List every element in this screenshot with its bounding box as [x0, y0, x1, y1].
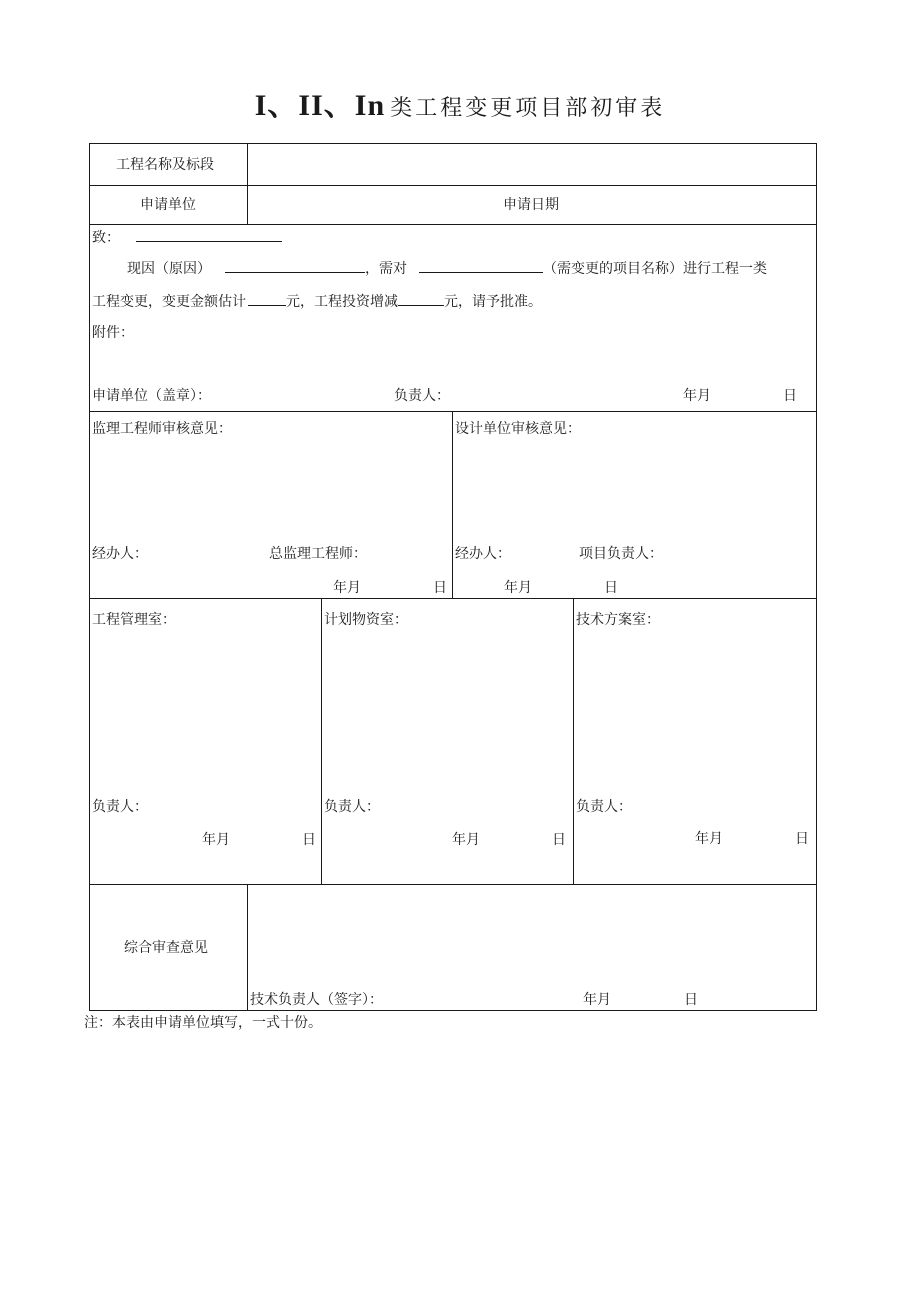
summary-review-label: 综合审查意见 [124, 940, 208, 956]
summary-day: 日 [684, 992, 698, 1008]
reason-blank[interactable] [225, 260, 365, 273]
investment-blank[interactable] [398, 293, 444, 306]
addressee-blank[interactable] [136, 229, 282, 242]
project-name-field[interactable] [255, 157, 805, 175]
design-year-month: 年月 [504, 580, 532, 596]
dept-planning-year-month: 年月 [452, 832, 480, 848]
divider-dept-col2 [573, 598, 574, 885]
addressee-label: 致： [92, 230, 120, 246]
dept-planning-title: 计划物资室： [324, 612, 408, 628]
dept-engineering-person: 负责人： [92, 799, 148, 815]
apply-date-label: 申请日期 [503, 197, 559, 213]
change-item-prefix: ，需对 [365, 261, 407, 277]
request-day: 日 [783, 388, 797, 404]
chief-supervisor-label: 总监理工程师： [269, 546, 367, 562]
dept-planning-person: 负责人： [324, 799, 380, 815]
dept-technical-day: 日 [795, 831, 809, 847]
design-handler-label: 经办人： [455, 546, 511, 562]
request-person-label: 负责人： [394, 388, 450, 404]
supervisor-day: 日 [433, 580, 447, 596]
page-title [0, 80, 920, 124]
border-left [89, 143, 90, 1011]
dept-technical-person: 负责人： [576, 799, 632, 815]
change-item-blank[interactable] [419, 260, 543, 273]
request-year-month: 年月 [683, 388, 711, 404]
border-bottom [89, 1010, 817, 1011]
footnote: 注：本表由申请单位填写，一式十份。 [84, 1015, 322, 1031]
dept-technical-year-month: 年月 [695, 831, 723, 847]
change-item-suffix: （需变更的项目名称）进行工程一类 [543, 261, 767, 277]
divider-label-col-top [247, 143, 248, 225]
approval-text: 元，请予批准。 [444, 294, 542, 310]
supervisor-year-month: 年月 [333, 580, 361, 596]
title-roman-numerals: I、II、In [254, 89, 386, 122]
applicant-seal-label: 申请单位（盖章）： [92, 388, 211, 404]
project-name-label: 工程名称及标段 [116, 157, 214, 173]
title-text: 类工程变更项目部初审表 [390, 96, 666, 121]
divider-summary-col [247, 884, 248, 1011]
dept-engineering-title: 工程管理室： [92, 612, 176, 628]
design-review-title: 设计单位审核意见： [455, 421, 581, 437]
border-top [89, 143, 817, 144]
reason-label: 现因（原因） [127, 261, 211, 277]
design-day: 日 [604, 580, 618, 596]
summary-year-month: 年月 [583, 992, 611, 1008]
attachment-label: 附件： [92, 325, 134, 341]
divider-row5 [89, 884, 817, 885]
applicant-unit-label: 申请单位 [140, 197, 196, 213]
divider-dept-col1 [321, 598, 322, 885]
dept-technical-title: 技术方案室： [576, 612, 660, 628]
tech-lead-signature-label: 技术负责人（签字）： [250, 992, 383, 1008]
request-line-1 [127, 260, 767, 277]
divider-row1 [89, 185, 817, 186]
dept-planning-day: 日 [552, 832, 566, 848]
amount-label: 工程变更，变更金额估计 [92, 294, 246, 310]
divider-row2 [89, 224, 817, 225]
border-right [816, 143, 817, 1011]
divider-row3 [89, 411, 817, 412]
supervisor-review-title: 监理工程师审核意见： [92, 421, 232, 437]
investment-label: 元，工程投资增减 [286, 294, 398, 310]
divider-row4 [89, 598, 817, 599]
dept-engineering-day: 日 [302, 832, 316, 848]
divider-review-col [452, 411, 453, 599]
supervisor-handler-label: 经办人： [92, 546, 148, 562]
project-lead-label: 项目负责人： [579, 546, 663, 562]
request-line-2 [92, 293, 542, 310]
dept-engineering-year-month: 年月 [202, 832, 230, 848]
amount-blank[interactable] [248, 293, 286, 306]
addressee-line [92, 229, 282, 246]
